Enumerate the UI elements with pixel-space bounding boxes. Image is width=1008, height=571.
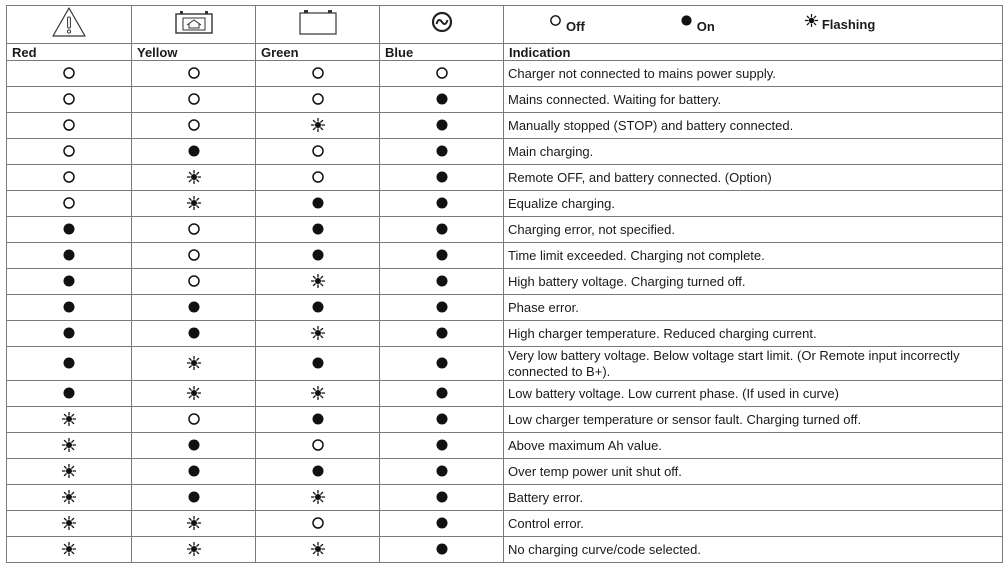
red-led-cell <box>7 485 132 511</box>
power-symbol-icon <box>430 10 454 34</box>
header-row <box>7 44 1003 61</box>
blue-led-cell <box>380 485 504 511</box>
red-led-cell <box>7 113 132 139</box>
on-dot-icon <box>435 196 449 210</box>
green-led-cell <box>256 295 380 321</box>
table-row <box>7 459 1003 485</box>
on-dot-icon <box>62 356 76 370</box>
yellow-led-cell <box>132 381 256 407</box>
green-led-cell <box>256 321 380 347</box>
on-dot-icon <box>435 92 449 106</box>
indication-text: Charging error, not specified. <box>504 217 1003 243</box>
red-led-cell <box>7 191 132 217</box>
on-dot-icon <box>435 438 449 452</box>
flashing-star-icon <box>62 542 76 556</box>
on-dot-icon <box>62 386 76 400</box>
flashing-star-icon <box>62 438 76 452</box>
green-led-cell <box>256 61 380 87</box>
flashing-star-icon <box>62 490 76 504</box>
on-dot-icon <box>435 274 449 288</box>
on-dot-icon <box>187 438 201 452</box>
red-led-cell <box>7 243 132 269</box>
off-circle-icon <box>62 118 76 132</box>
green-column-icon-cell <box>256 6 380 44</box>
battery-outline-icon <box>298 9 338 35</box>
green-led-cell <box>256 511 380 537</box>
on-dot-icon <box>435 542 449 556</box>
indication-text: Phase error. <box>504 295 1003 321</box>
red-led-cell <box>7 269 132 295</box>
legend-on-label: On <box>696 19 715 34</box>
green-led-cell <box>256 459 380 485</box>
flashing-star-icon <box>311 386 325 400</box>
table-row <box>7 139 1003 165</box>
on-dot-icon <box>311 300 325 314</box>
red-led-cell <box>7 61 132 87</box>
green-led-cell <box>256 165 380 191</box>
off-circle-icon <box>62 170 76 184</box>
red-led-cell <box>7 511 132 537</box>
yellow-led-cell <box>132 295 256 321</box>
on-dot-icon <box>187 144 201 158</box>
indication-text: Main charging. <box>504 139 1003 165</box>
indication-text: Control error. <box>504 511 1003 537</box>
blue-led-cell <box>380 217 504 243</box>
flashing-star-icon <box>62 412 76 426</box>
flashing-star-icon <box>187 542 201 556</box>
yellow-column-icon-cell <box>132 6 256 44</box>
legend-on <box>680 17 715 32</box>
legend-cell <box>504 6 1003 44</box>
on-dot-icon <box>62 248 76 262</box>
red-led-cell <box>7 87 132 113</box>
indication-text: Battery error. <box>504 485 1003 511</box>
green-led-cell <box>256 381 380 407</box>
flashing-star-icon <box>187 516 201 530</box>
green-led-cell <box>256 87 380 113</box>
off-circle-icon <box>311 66 325 80</box>
blue-led-cell <box>380 61 504 87</box>
blue-column-icon-cell <box>380 6 504 44</box>
flashing-star-icon <box>311 118 325 132</box>
blue-led-cell <box>380 295 504 321</box>
indication-text: Low charger temperature or sensor fault. Charging turned off. <box>504 407 1003 433</box>
yellow-led-cell <box>132 217 256 243</box>
flashing-star-icon <box>311 542 325 556</box>
indication-text: Mains connected. Waiting for battery. <box>504 87 1003 113</box>
on-dot-icon <box>435 490 449 504</box>
blue-led-cell <box>380 537 504 563</box>
off-circle-icon <box>187 118 201 132</box>
indication-text: Very low battery voltage. Below voltage start limit. (Or Remote input incorrectly connected to B+). <box>504 347 1003 381</box>
on-dot-icon <box>435 386 449 400</box>
red-led-cell <box>7 433 132 459</box>
green-led-cell <box>256 269 380 295</box>
on-dot-icon <box>435 248 449 262</box>
yellow-led-cell <box>132 511 256 537</box>
off-circle-icon <box>62 196 76 210</box>
table-row <box>7 217 1003 243</box>
indication-text: Low battery voltage. Low current phase. (If used in curve) <box>504 381 1003 407</box>
green-led-cell <box>256 407 380 433</box>
indication-text: Manually stopped (STOP) and battery connected. <box>504 113 1003 139</box>
indication-text: High battery voltage. Charging turned off. <box>504 269 1003 295</box>
yellow-led-cell <box>132 347 256 381</box>
on-dot-icon <box>311 196 325 210</box>
blue-led-cell <box>380 165 504 191</box>
on-dot-icon <box>680 14 693 27</box>
table-row <box>7 87 1003 113</box>
led-indication-table <box>6 5 1003 563</box>
red-led-cell <box>7 217 132 243</box>
table-row <box>7 61 1003 87</box>
on-dot-icon <box>435 516 449 530</box>
table-row <box>7 321 1003 347</box>
on-dot-icon <box>435 222 449 236</box>
indication-text: Remote OFF, and battery connected. (Option) <box>504 165 1003 191</box>
off-circle-icon <box>311 92 325 106</box>
yellow-led-cell <box>132 321 256 347</box>
legend-flashing <box>805 17 875 32</box>
off-circle-icon <box>187 92 201 106</box>
yellow-led-cell <box>132 537 256 563</box>
table-row <box>7 269 1003 295</box>
table-row <box>7 295 1003 321</box>
red-led-cell <box>7 165 132 191</box>
red-led-cell <box>7 295 132 321</box>
on-dot-icon <box>187 490 201 504</box>
blue-led-cell <box>380 459 504 485</box>
table-row <box>7 381 1003 407</box>
red-led-cell <box>7 407 132 433</box>
red-led-cell <box>7 139 132 165</box>
legend-off <box>549 17 585 32</box>
table-row <box>7 347 1003 381</box>
legend <box>504 7 1002 42</box>
on-dot-icon <box>435 300 449 314</box>
on-dot-icon <box>435 356 449 370</box>
red-column-icon-cell <box>7 6 132 44</box>
table-row <box>7 243 1003 269</box>
blue-led-cell <box>380 511 504 537</box>
green-led-cell <box>256 537 380 563</box>
legend-off-label: Off <box>566 19 585 34</box>
on-dot-icon <box>62 274 76 288</box>
table-row <box>7 407 1003 433</box>
off-circle-icon <box>311 438 325 452</box>
red-led-cell <box>7 321 132 347</box>
blue-led-cell <box>380 347 504 381</box>
yellow-led-cell <box>132 459 256 485</box>
blue-led-cell <box>380 191 504 217</box>
green-led-cell <box>256 139 380 165</box>
yellow-led-cell <box>132 407 256 433</box>
header-red: Red <box>7 44 132 61</box>
yellow-led-cell <box>132 485 256 511</box>
header-indication: Indication <box>504 44 1003 61</box>
off-circle-icon <box>187 248 201 262</box>
blue-led-cell <box>380 87 504 113</box>
table-row <box>7 537 1003 563</box>
yellow-led-cell <box>132 269 256 295</box>
table-row <box>7 511 1003 537</box>
yellow-led-cell <box>132 433 256 459</box>
off-circle-icon <box>311 170 325 184</box>
off-circle-icon <box>187 412 201 426</box>
on-dot-icon <box>311 412 325 426</box>
table-row <box>7 113 1003 139</box>
red-led-cell <box>7 459 132 485</box>
off-circle-icon <box>187 222 201 236</box>
on-dot-icon <box>435 118 449 132</box>
header-yellow: Yellow <box>132 44 256 61</box>
yellow-led-cell <box>132 243 256 269</box>
indication-text: No charging curve/code selected. <box>504 537 1003 563</box>
warning-triangle-icon <box>51 6 87 38</box>
on-dot-icon <box>311 356 325 370</box>
flashing-star-icon <box>311 490 325 504</box>
off-circle-icon <box>62 92 76 106</box>
on-dot-icon <box>435 412 449 426</box>
on-dot-icon <box>311 464 325 478</box>
indication-text: Above maximum Ah value. <box>504 433 1003 459</box>
blue-led-cell <box>380 139 504 165</box>
flashing-star-icon <box>187 196 201 210</box>
header-green: Green <box>256 44 380 61</box>
blue-led-cell <box>380 321 504 347</box>
on-dot-icon <box>311 222 325 236</box>
yellow-led-cell <box>132 139 256 165</box>
green-led-cell <box>256 347 380 381</box>
blue-led-cell <box>380 113 504 139</box>
yellow-led-cell <box>132 61 256 87</box>
indication-text: Over temp power unit shut off. <box>504 459 1003 485</box>
flashing-star-icon <box>311 326 325 340</box>
off-circle-icon <box>311 516 325 530</box>
on-dot-icon <box>62 300 76 314</box>
off-circle-icon <box>62 144 76 158</box>
on-dot-icon <box>187 326 201 340</box>
indication-text: Charger not connected to mains power supply. <box>504 61 1003 87</box>
legend-flashing-label: Flashing <box>821 17 876 32</box>
on-dot-icon <box>435 144 449 158</box>
icon-row <box>7 6 1003 44</box>
blue-led-cell <box>380 381 504 407</box>
flashing-star-icon <box>187 386 201 400</box>
green-led-cell <box>256 485 380 511</box>
on-dot-icon <box>311 248 325 262</box>
flashing-star-icon <box>62 464 76 478</box>
green-led-cell <box>256 243 380 269</box>
off-circle-icon <box>187 66 201 80</box>
blue-led-cell <box>380 407 504 433</box>
red-led-cell <box>7 347 132 381</box>
on-dot-icon <box>187 300 201 314</box>
red-led-cell <box>7 381 132 407</box>
yellow-led-cell <box>132 191 256 217</box>
indication-text: High charger temperature. Reduced charging current. <box>504 321 1003 347</box>
table-row <box>7 433 1003 459</box>
header-blue: Blue <box>380 44 504 61</box>
flashing-star-icon <box>805 14 818 27</box>
off-circle-icon <box>62 66 76 80</box>
off-circle-icon <box>549 14 562 27</box>
green-led-cell <box>256 113 380 139</box>
indication-text: Equalize charging. <box>504 191 1003 217</box>
blue-led-cell <box>380 433 504 459</box>
flashing-star-icon <box>187 170 201 184</box>
off-circle-icon <box>435 66 449 80</box>
off-circle-icon <box>187 274 201 288</box>
flashing-star-icon <box>187 356 201 370</box>
yellow-led-cell <box>132 113 256 139</box>
on-dot-icon <box>187 464 201 478</box>
green-led-cell <box>256 217 380 243</box>
blue-led-cell <box>380 243 504 269</box>
battery-home-icon <box>172 10 216 34</box>
indication-text: Time limit exceeded. Charging not complete. <box>504 243 1003 269</box>
table-row <box>7 165 1003 191</box>
table-row <box>7 191 1003 217</box>
blue-led-cell <box>380 269 504 295</box>
yellow-led-cell <box>132 87 256 113</box>
on-dot-icon <box>62 326 76 340</box>
off-circle-icon <box>311 144 325 158</box>
on-dot-icon <box>435 464 449 478</box>
on-dot-icon <box>62 222 76 236</box>
flashing-star-icon <box>311 274 325 288</box>
table-row <box>7 485 1003 511</box>
red-led-cell <box>7 537 132 563</box>
flashing-star-icon <box>62 516 76 530</box>
on-dot-icon <box>435 170 449 184</box>
green-led-cell <box>256 191 380 217</box>
green-led-cell <box>256 433 380 459</box>
yellow-led-cell <box>132 165 256 191</box>
on-dot-icon <box>435 326 449 340</box>
